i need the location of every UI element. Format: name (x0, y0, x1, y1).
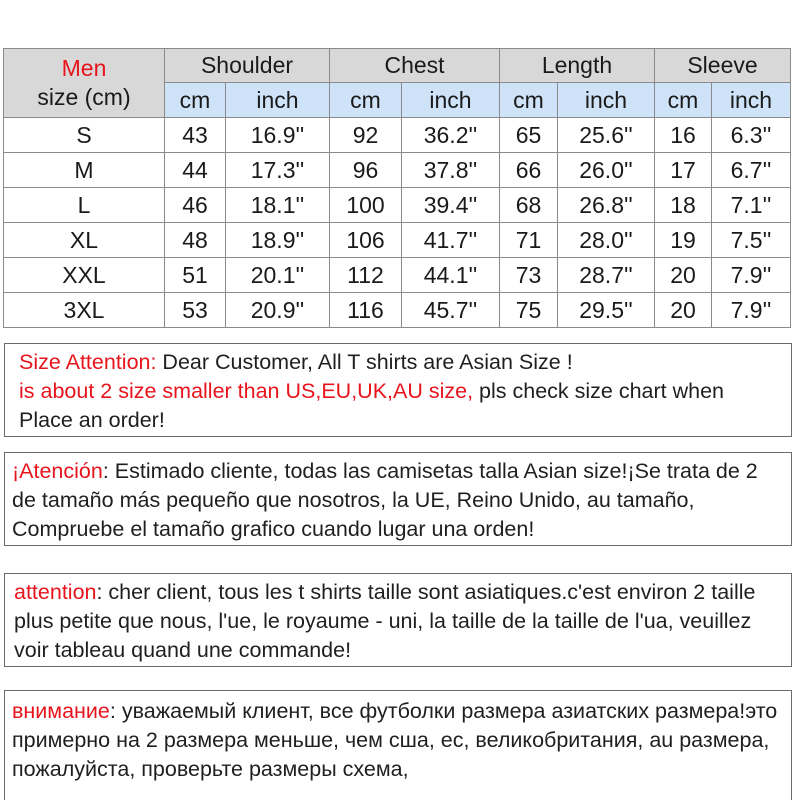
table-corner-header (4, 49, 165, 118)
measurement-cell: 71 (500, 223, 558, 258)
measurement-cell: 41.7'' (402, 223, 500, 258)
size-cell: L (4, 188, 165, 223)
group-header-sleeve: Sleeve (655, 49, 791, 83)
measurement-cell: 45.7'' (402, 293, 500, 328)
measurement-cell: 65 (500, 118, 558, 153)
unit-header: inch (226, 83, 330, 118)
unit-header: cm (500, 83, 558, 118)
table-body (4, 118, 791, 328)
measurement-cell: 26.8'' (558, 188, 655, 223)
size-cell: S (4, 118, 165, 153)
unit-header: cm (330, 83, 402, 118)
table-row (4, 188, 791, 223)
measurement-cell: 17 (655, 153, 712, 188)
measurement-cell: 7.9'' (712, 258, 791, 293)
measurement-cell: 16.9'' (226, 118, 330, 153)
measurement-cell: 68 (500, 188, 558, 223)
measurement-cell: 20 (655, 258, 712, 293)
notice-label: Size Attention: (19, 350, 157, 374)
size-unit-label: size (cm) (37, 84, 131, 110)
measurement-cell: 7.5'' (712, 223, 791, 258)
measurement-cell: 20.9'' (226, 293, 330, 328)
measurement-cell: 28.0'' (558, 223, 655, 258)
measurement-cell: 36.2'' (402, 118, 500, 153)
size-attention-notice-english (4, 343, 792, 437)
measurement-cell: 53 (165, 293, 226, 328)
measurement-cell: 39.4'' (402, 188, 500, 223)
size-cell: M (4, 153, 165, 188)
size-attention-notice-french (4, 573, 792, 667)
size-attention-notice-russian (4, 690, 792, 800)
measurement-cell: 29.5'' (558, 293, 655, 328)
notice-text: Dear Customer, All T shirts are Asian Size ! (156, 350, 573, 374)
group-header-shoulder: Shoulder (165, 49, 330, 83)
measurement-cell: 116 (330, 293, 402, 328)
measurement-cell: 6.3'' (712, 118, 791, 153)
measurement-cell: 112 (330, 258, 402, 293)
measurement-cell: 75 (500, 293, 558, 328)
notice-label: attention (14, 580, 97, 604)
notice-label: внимание (12, 699, 110, 723)
measurement-cell: 43 (165, 118, 226, 153)
size-cell: 3XL (4, 293, 165, 328)
notice-text: pls check size chart when Place an order! (19, 379, 725, 432)
unit-header: inch (712, 83, 791, 118)
measurement-cell: 51 (165, 258, 226, 293)
table-row (4, 118, 791, 153)
gender-label: Men (61, 55, 107, 82)
measurement-cell: 18.1'' (226, 188, 330, 223)
measurement-cell: 7.9'' (712, 293, 791, 328)
measurement-cell: 25.6'' (558, 118, 655, 153)
table-row (4, 258, 791, 293)
size-attention-notice-spanish (4, 452, 792, 546)
measurement-cell: 20 (655, 293, 712, 328)
table-row (4, 293, 791, 328)
measurement-cell: 96 (330, 153, 402, 188)
unit-header: cm (165, 83, 226, 118)
measurement-cell: 66 (500, 153, 558, 188)
measurement-cell: 6.7'' (712, 153, 791, 188)
notice-warning-text: is about 2 size smaller than US,EU,UK,AU size, (19, 379, 474, 403)
measurement-cell: 106 (330, 223, 402, 258)
measurement-cell: 26.0'' (558, 153, 655, 188)
notice-text: : Estimado cliente, todas las camisetas talla Asian size!¡Se trata de 2 de tamaño más pequeño que nosotros, la UE, Reino Unido, au tamaño, Compruebe el tamaño grafico cuando lugar una orden! (12, 459, 758, 541)
unit-header: cm (655, 83, 712, 118)
measurement-cell: 20.1'' (226, 258, 330, 293)
unit-header: inch (402, 83, 500, 118)
measurement-cell: 100 (330, 188, 402, 223)
measurement-cell: 44.1'' (402, 258, 500, 293)
group-header-length: Length (500, 49, 655, 83)
measurement-cell: 18.9'' (226, 223, 330, 258)
measurement-cell: 7.1'' (712, 188, 791, 223)
measurement-cell: 18 (655, 188, 712, 223)
measurement-cell: 46 (165, 188, 226, 223)
notice-label: ¡Atención (12, 459, 103, 483)
measurement-cell: 73 (500, 258, 558, 293)
size-chart-table (3, 48, 791, 328)
unit-header: inch (558, 83, 655, 118)
size-cell: XXL (4, 258, 165, 293)
group-header-chest: Chest (330, 49, 500, 83)
measurement-cell: 44 (165, 153, 226, 188)
notice-text: : уважаемый клиент, все футболки размера азиатских размера!это примерно на 2 размера меньше, чем сша, ес, великобритания, au размера, пожалуйста, проверьте размеры схема, (12, 699, 778, 781)
measurement-cell: 48 (165, 223, 226, 258)
size-cell: XL (4, 223, 165, 258)
measurement-cell: 92 (330, 118, 402, 153)
measurement-cell: 19 (655, 223, 712, 258)
measurement-cell: 28.7'' (558, 258, 655, 293)
table-row (4, 153, 791, 188)
notice-text: : cher client, tous les t shirts taille sont asiatiques.c'est environ 2 taille plus petite que nous, l'ue, le royaume - uni, la taille de la taille de l'ua, veuillez voir tableau quand une commande! (14, 580, 756, 662)
measurement-cell: 17.3'' (226, 153, 330, 188)
measurement-cell: 37.8'' (402, 153, 500, 188)
table-row (4, 223, 791, 258)
measurement-cell: 16 (655, 118, 712, 153)
